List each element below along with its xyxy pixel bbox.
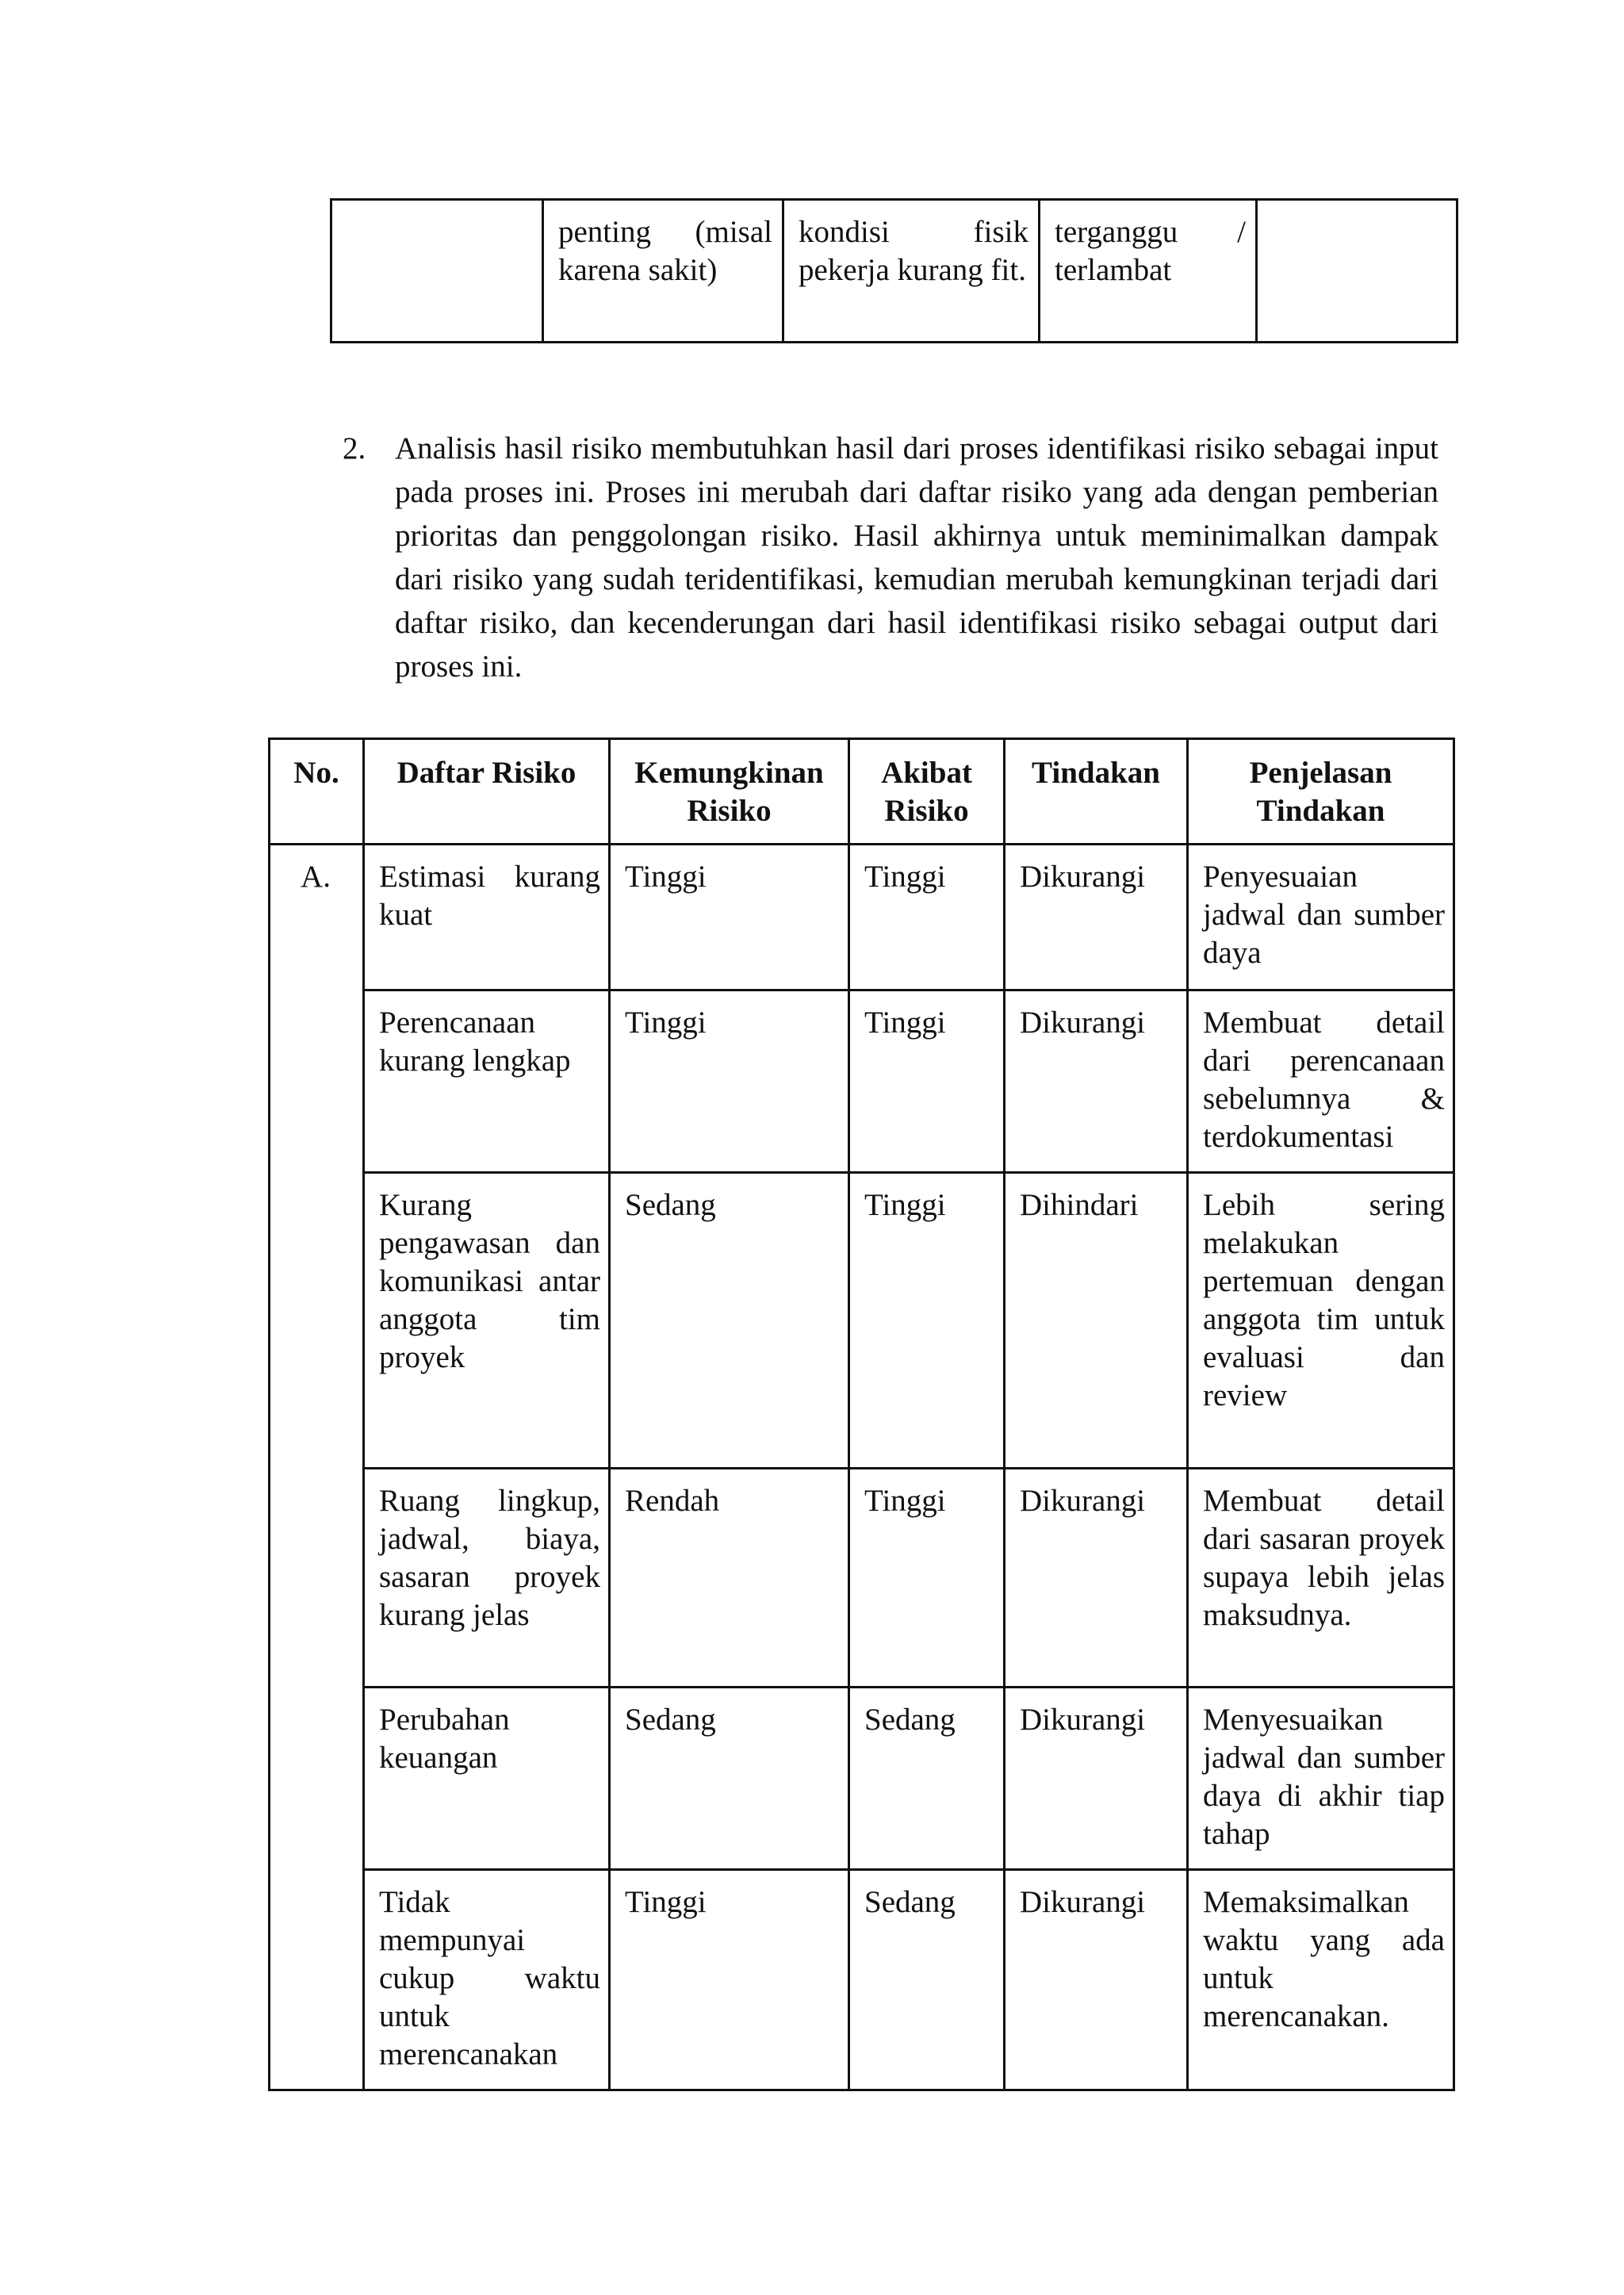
table-row <box>270 1688 1454 1870</box>
column-header-akibat-risiko: Akibat Risiko <box>849 739 1005 845</box>
list-number: 2. <box>343 431 366 466</box>
table-cell: penting (misal karena sakit) <box>543 200 783 343</box>
likelihood-cell: Sedang <box>610 1688 849 1870</box>
continuation-table <box>330 198 1458 343</box>
action-explanation-cell: Lebih sering melakukan pertemuan dengan anggota tim untuk evaluasi dan review <box>1188 1173 1454 1469</box>
likelihood-cell: Tinggi <box>610 845 849 990</box>
column-header-kemungkinan-risiko: Kemungkinan Risiko <box>610 739 849 845</box>
impact-cell: Tinggi <box>849 1469 1005 1688</box>
likelihood-cell: Sedang <box>610 1173 849 1469</box>
action-cell: Dikurangi <box>1005 1870 1188 2090</box>
risk-name-cell: Ruang lingkup, jadwal, biaya, sasaran proyek kurang jelas <box>364 1469 610 1688</box>
table-cell <box>1257 200 1457 343</box>
action-cell: Dihindari <box>1005 1173 1188 1469</box>
risk-name-cell: Perubahan keuangan <box>364 1688 610 1870</box>
action-cell: Dikurangi <box>1005 845 1188 990</box>
risk-name-cell: Tidak mempunyai cukup waktu untuk merencanakan <box>364 1870 610 2090</box>
table-row <box>270 845 1454 990</box>
paragraph-text: Analisis hasil risiko membutuhkan hasil dari proses identifikasi risiko sebagai input pada proses ini. Proses ini merubah dari daftar risiko yang ada dengan pemberian prioritas dan penggolongan risiko. Hasil akhirnya untuk meminimalkan dampak dari risiko yang sudah teridentifikasi, kemudian merubah kemungkinan terjadi dari daftar risiko, dan kecenderungan dari hasil identifikasi risiko sebagai output dari proses ini. <box>395 431 1438 684</box>
table-row <box>270 1469 1454 1688</box>
risk-name-cell: Estimasi kurang kuat <box>364 845 610 990</box>
column-header-daftar-risiko: Daftar Risiko <box>364 739 610 845</box>
impact-cell: Tinggi <box>849 1173 1005 1469</box>
table-row <box>270 1870 1454 2090</box>
action-cell: Dikurangi <box>1005 990 1188 1173</box>
action-explanation-cell: Menyesuaikan jadwal dan sumber daya di akhir tiap tahap <box>1188 1688 1454 1870</box>
action-cell: Dikurangi <box>1005 1688 1188 1870</box>
table-header-row <box>270 739 1454 845</box>
table-row <box>331 200 1457 343</box>
likelihood-cell: Rendah <box>610 1469 849 1688</box>
impact-cell: Tinggi <box>849 990 1005 1173</box>
impact-cell: Sedang <box>849 1870 1005 2090</box>
impact-cell: Tinggi <box>849 845 1005 990</box>
group-number: A. <box>270 845 364 2090</box>
action-explanation-cell: Penyesuaian jadwal dan sumber daya <box>1188 845 1454 990</box>
column-header-tindakan: Tindakan <box>1005 739 1188 845</box>
table-cell: terganggu / terlambat <box>1040 200 1257 343</box>
column-header-no: No. <box>270 739 364 845</box>
action-explanation-cell: Membuat detail dari sasaran proyek supaya lebih jelas maksudnya. <box>1188 1469 1454 1688</box>
table-row <box>270 990 1454 1173</box>
likelihood-cell: Tinggi <box>610 1870 849 2090</box>
risk-name-cell: Kurang pengawasan dan komunikasi antar anggota tim proyek <box>364 1173 610 1469</box>
risk-analysis-table <box>268 738 1455 2091</box>
action-explanation-cell: Memaksimalkan waktu yang ada untuk merencanakan. <box>1188 1870 1454 2090</box>
likelihood-cell: Tinggi <box>610 990 849 1173</box>
table-row <box>270 1173 1454 1469</box>
table-cell: kondisi fisik pekerja kurang fit. <box>783 200 1040 343</box>
action-cell: Dikurangi <box>1005 1469 1188 1688</box>
table-cell <box>331 200 543 343</box>
impact-cell: Sedang <box>849 1688 1005 1870</box>
column-header-penjelasan-tindakan: Penjelasan Tindakan <box>1188 739 1454 845</box>
action-explanation-cell: Membuat detail dari perencanaan sebelumnya & terdokumentasi <box>1188 990 1454 1173</box>
risk-name-cell: Perencanaan kurang lengkap <box>364 990 610 1173</box>
